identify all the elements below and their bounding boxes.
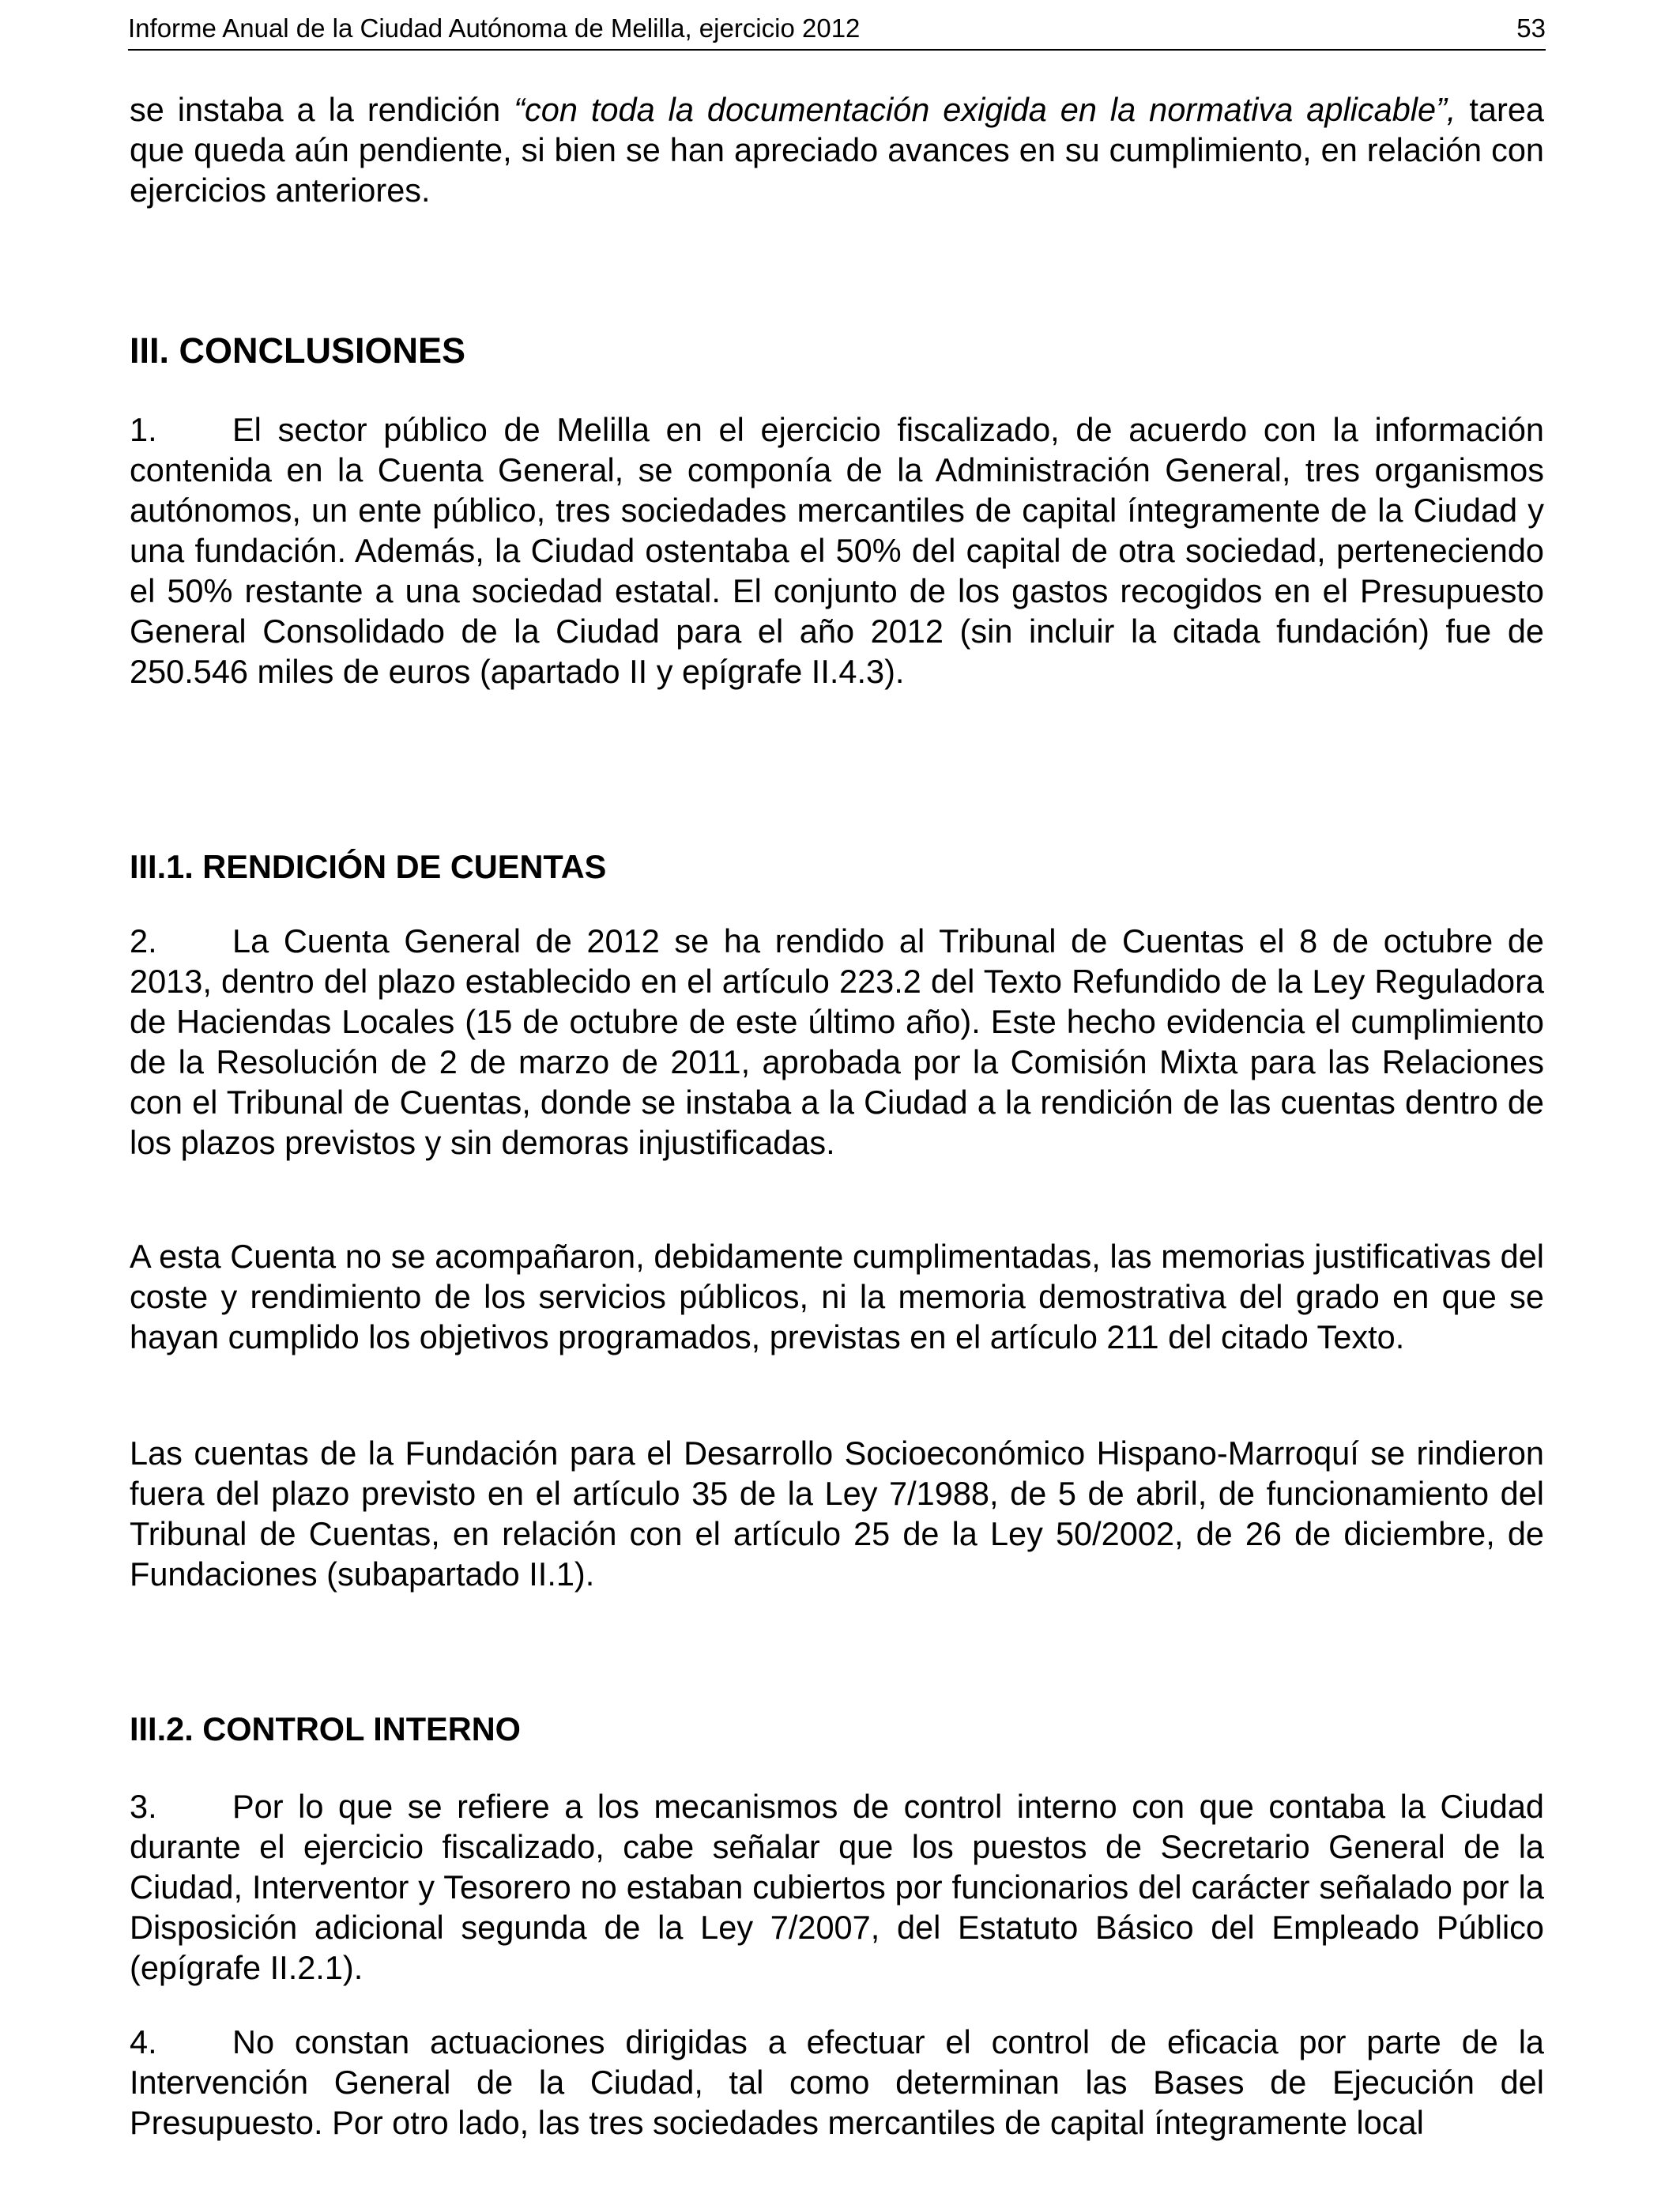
paragraph-1 (130, 409, 1544, 692)
intro-quote: “con toda la documentación exigida en la normativa aplicable”, (514, 91, 1456, 128)
paragraph-3 (130, 1786, 1544, 1988)
paragraph-text: El sector público de Melilla en el ejercicio fiscalizado, de acuerdo con la información contenida en la Cuenta General, se componía de la Administración General, tres organismos autónomos, un ente público, tres sociedades mercantiles de capital íntegramente de la Ciudad y una fundación. Además, la Ciudad ostentaba el 50% del capital de otra sociedad, perteneciendo el 50% restante a una sociedad estatal. El conjunto de los gastos recogidos en el Presupuesto General Consolidado de la Ciudad para el año 2012 (sin incluir la citada fundación) fue de 250.546 miles de euros (apartado II y epígrafe II.4.3). (130, 411, 1544, 690)
section-heading-control-interno: III.2. CONTROL INTERNO (130, 1710, 521, 1747)
section-heading-rendicion: III.1. RENDICIÓN DE CUENTAS (130, 848, 607, 885)
paragraph-4 (130, 2022, 1544, 2143)
paragraph-number: 1. (130, 411, 157, 448)
paragraph-2b: A esta Cuenta no se acompañaron, debidamente cumplimentadas, las memorias justificativas del coste y rendimiento de los servicios públicos, ni la memoria demostrativa del grado en que se hayan cumplido los objetivos programados, previstas en el artículo 211 del citado Texto. (130, 1238, 1544, 1355)
intro-text-end: tarea que queda aún pendiente, si bien se han apreciado avances en su cumplimiento, en relación con ejercicios anteriores. (130, 91, 1544, 209)
paragraph-number: 4. (130, 2023, 157, 2060)
paragraph-text: No constan actuaciones dirigidas a efectuar el control de eficacia por parte de la Intervención General de la Ciudad, tal como determinan las Bases de Ejecución del Presupuesto. Por otro lado, las tres sociedades mercantiles de capital íntegramente local (130, 2023, 1544, 2141)
intro-text-start: se instaba a la rendición (130, 91, 514, 128)
paragraph-text: La Cuenta General de 2012 se ha rendido al Tribunal de Cuentas el 8 de octubre de 2013, dentro del plazo establecido en el artículo 223.2 del Texto Refundido de la Ley Reguladora de Haciendas Locales (15 de octubre de este último año). Este hecho evidencia el cumplimiento de la Resolución de 2 de marzo de 2011, aprobada por la Comisión Mixta para las Relaciones con el Tribunal de Cuentas, donde se instaba a la Ciudad a la rendición de las cuentas dentro de los plazos previstos y sin demoras injustificadas. (130, 922, 1544, 1161)
page-number: 53 (1516, 13, 1546, 43)
paragraph-2c: Las cuentas de la Fundación para el Desarrollo Socioeconómico Hispano-Marroquí se rindieron fuera del plazo previsto en el artículo 35 de la Ley 7/1988, de 5 de abril, de funcionamiento del Tribunal de Cuentas, en relación con el artículo 25 de la Ley 50/2002, de 26 de diciembre, de Fundaciones (subapartado II.1). (130, 1434, 1544, 1593)
paragraph-2 (130, 921, 1544, 1163)
paragraph-number: 3. (130, 1788, 157, 1825)
intro-paragraph (130, 89, 1544, 210)
paragraph-number: 2. (130, 922, 157, 959)
paragraph-text: Por lo que se refiere a los mecanismos de control interno con que contaba la Ciudad durante el ejercicio fiscalizado, cabe señalar que los puestos de Secretario General de la Ciudad, Interventor y Tesorero no estaban cubiertos por funcionarios del carácter señalado por la Disposición adicional segunda de la Ley 7/2007, del Estatuto Básico del Empleado Público (epígrafe II.2.1). (130, 1788, 1544, 1986)
header-title: Informe Anual de la Ciudad Autónoma de Melilla, ejercicio 2012 (128, 13, 861, 43)
section-heading-conclusiones: III. CONCLUSIONES (130, 330, 466, 371)
page-header (128, 11, 1546, 51)
